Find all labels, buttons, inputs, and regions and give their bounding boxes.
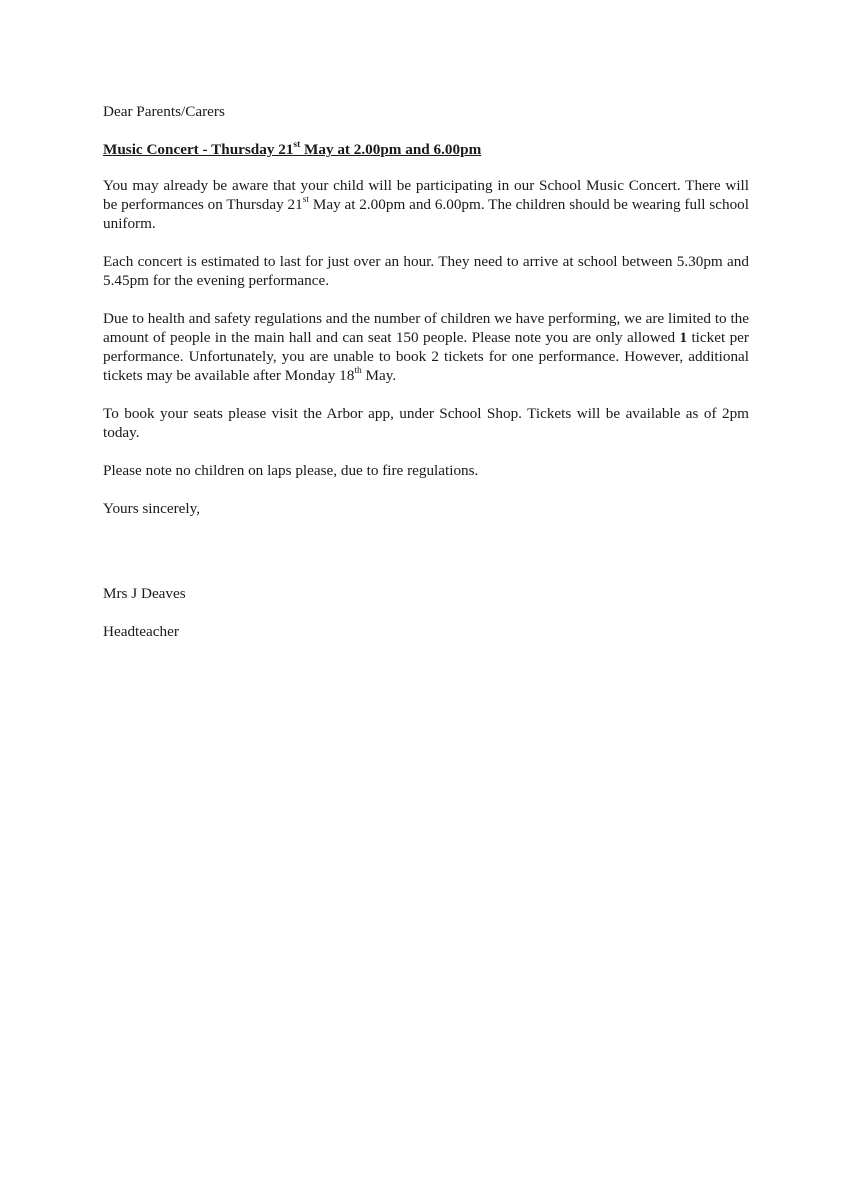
- para1-text: You may already be aware that your child will be participating in our School Music Concert. There will be performances on Thursday 21: [103, 177, 749, 213]
- para3-text: Due to health and safety regulations and the number of children we have performing, we are limited to the amount of people in the main hall and can seat 150 people. Please note you are only allowed: [103, 310, 749, 346]
- paragraph-laps: Please note no children on laps please, due to fire regulations.: [103, 462, 479, 479]
- para1-text-end: May at 2.00pm and 6.00pm. The children should be wearing full school uniform.: [103, 196, 749, 232]
- letter-title: [103, 140, 749, 159]
- signatory-name: Mrs J Deaves: [103, 585, 186, 602]
- closing: Yours sincerely,: [103, 500, 201, 517]
- salutation: Dear Parents/Carers: [103, 103, 225, 120]
- title-text: Music Concert - Thursday 21: [103, 141, 294, 158]
- ticket-count: 1: [679, 329, 688, 346]
- para1-ordinal: st: [302, 194, 310, 205]
- paragraph-duration: Each concert is estimated to last for just over an hour. They need to arrive at school between 5.30pm and 5.45pm for the evening performance.: [103, 253, 749, 289]
- title-text-end: May at 2.00pm and 6.00pm: [300, 141, 482, 158]
- signatory-role: Headteacher: [103, 623, 179, 640]
- para3-text-end: May.: [361, 367, 397, 384]
- paragraph-booking: To book your seats please visit the Arbor app, under School Shop. Tickets will be available as of 2pm today.: [103, 405, 749, 441]
- para3-text-mid: ticket per performance. Unfortunately, you are unable to book 2 tickets for one performance. However, additional tickets may be available after Monday 18: [103, 329, 749, 384]
- paragraph-participation: [103, 176, 749, 233]
- title-ordinal: st: [293, 139, 301, 150]
- paragraph-tickets: [103, 309, 749, 385]
- para3-ordinal: th: [354, 365, 362, 376]
- signature-space: [103, 537, 749, 584]
